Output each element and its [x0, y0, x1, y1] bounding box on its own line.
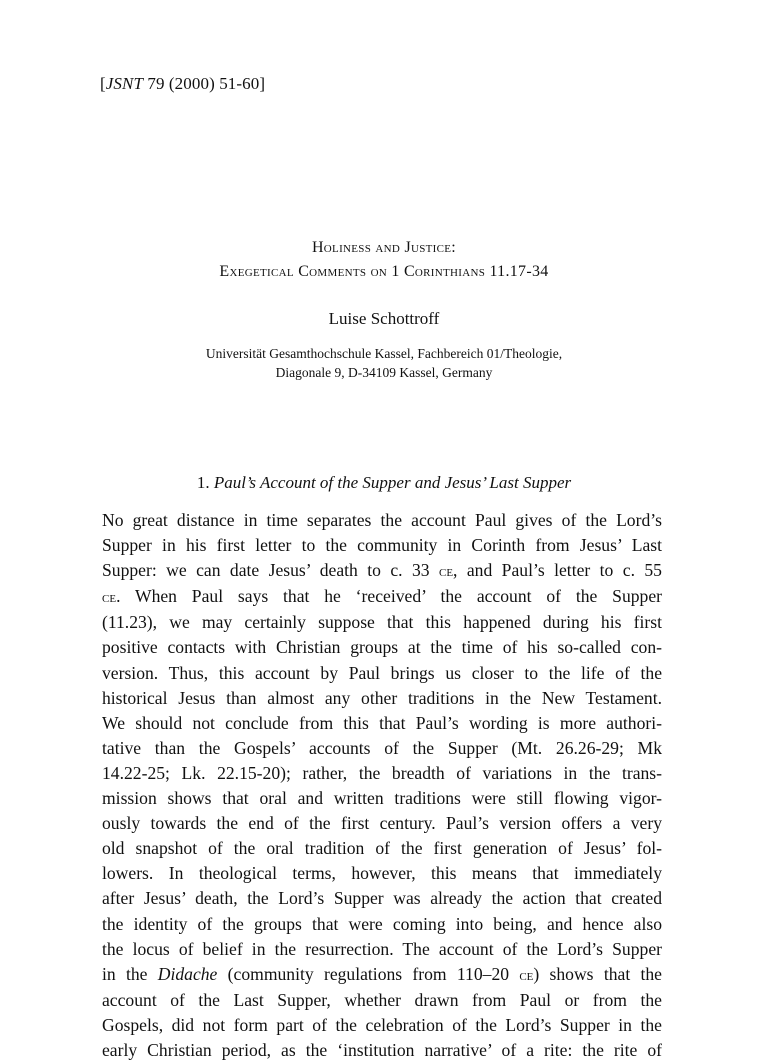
body-line: the identity of the groups that were coming into being, and hence also [102, 913, 662, 934]
work-title: Didache [157, 963, 218, 984]
body-line: old snapshot of the oral tradition of the first generation of Jesus’ fol- [102, 838, 662, 859]
body-text-run: in the [102, 963, 158, 984]
body-line [102, 558, 662, 584]
journal-citation [100, 74, 265, 94]
body-line: account of the Last Supper, whether drawn from Paul or from the [102, 989, 662, 1010]
body-text-run: (community regulations from 110–20 [217, 963, 520, 984]
body-line: Gospels, did not form part of the celebration of the Lord’s Supper in the [102, 1014, 662, 1035]
body-line: No great distance in time separates the account Paul gives of the Lord’s [102, 510, 662, 530]
era-abbrev: ce [519, 966, 534, 984]
era-abbrev: ce [438, 563, 454, 581]
body-line: lowers. In theological terms, however, this means that immediately [102, 863, 662, 884]
body-line: (11.23), we may certainly suppose that this happened during his first [102, 612, 662, 633]
body-text-run: Supper: we can date Jesus’ death to c. 33 [102, 560, 439, 581]
body-line: 14.22-25; Lk. 22.15-20); rather, the breadth of variations in the trans- [102, 762, 662, 783]
journal-name: JSNT [105, 74, 144, 93]
body-line: tative than the Gospels’ accounts of the Supper (Mt. 26.26-29; Mk [102, 737, 662, 758]
body-line: historical Jesus than almost any other traditions in the New Testament. [102, 687, 662, 708]
citation-volume: 79 (2000) 51-60] [143, 74, 266, 93]
article-title [0, 236, 768, 284]
body-text-run: . When Paul says that he ‘received’ the account of the Supper [116, 586, 662, 607]
title-line-2: Exegetical Comments on 1 Corinthians 11.17-34 [219, 263, 549, 280]
body-line: ously towards the end of the first century. Paul’s version offers a very [102, 813, 662, 834]
body-line: after Jesus’ death, the Lord’s Supper was already the action that created [102, 888, 662, 909]
section-number: 1. [196, 473, 214, 492]
body-line: the locus of belief in the resurrection. The account of the Lord’s Supper [102, 938, 662, 959]
citation-open: [ [100, 74, 106, 93]
body-line: We should not conclude from this that Paul’s wording is more authori- [102, 712, 662, 733]
title-line-1: Holiness and Justice: [311, 239, 457, 256]
author-affiliation [0, 344, 768, 382]
body-line: early Christian period, as the ‘institution narrative’ of a rite: the rite of [102, 1039, 662, 1060]
section-title: Paul’s Account of the Supper and Jesus’ Last Supper [213, 473, 572, 492]
body-line [102, 962, 662, 988]
body-line: mission shows that oral and written traditions were still flowing vigor- [102, 788, 662, 809]
author-name: Luise Schottroff [328, 309, 440, 328]
body-text-run: ) shows that the [533, 963, 662, 984]
era-abbrev: ce [102, 589, 117, 607]
affiliation-line-1: Universität Gesamthochschule Kassel, Fachbereich 01/Theologie, [205, 346, 563, 361]
body-text-run: , and Paul’s letter to c. 55 [453, 560, 662, 581]
body-line [102, 584, 662, 610]
section-heading [0, 473, 768, 493]
body-line: Supper in his first letter to the community in Corinth from Jesus’ Last [102, 535, 662, 556]
affiliation-line-2: Diagonale 9, D-34109 Kassel, Germany [275, 365, 493, 380]
body-line: positive contacts with Christian groups at the time of his so-called con- [102, 637, 662, 658]
body-paragraph [102, 508, 662, 1063]
body-line: version. Thus, this account by Paul brings us closer to the life of the [102, 662, 662, 683]
